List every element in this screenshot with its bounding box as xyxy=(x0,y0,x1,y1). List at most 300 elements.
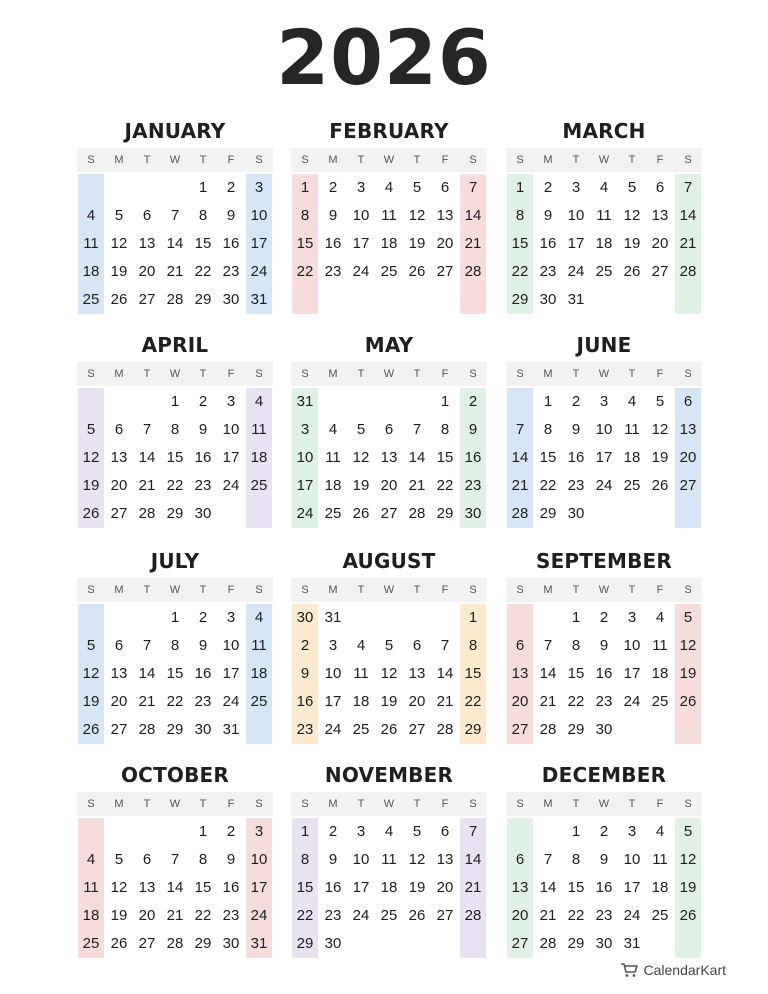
month-october xyxy=(77,760,273,958)
day-cell: 6 xyxy=(114,421,124,438)
day-cell: 12 xyxy=(380,665,398,682)
day-cell: 12 xyxy=(651,421,669,438)
day-cell: 10 xyxy=(291,444,319,472)
day-cell: 21 xyxy=(506,472,534,500)
empty-day-cell xyxy=(646,930,674,958)
day-cell: 6 xyxy=(506,632,534,660)
day-cell: 21 xyxy=(138,477,156,494)
month-december xyxy=(506,760,702,958)
day-cell: 1 xyxy=(291,174,319,202)
day-cell: 17 xyxy=(567,235,585,252)
day-cell: 26 xyxy=(408,263,426,280)
day-cell: 2 xyxy=(328,179,338,196)
day-cell: 24 xyxy=(352,263,370,280)
cart-icon xyxy=(620,962,638,978)
days-grid xyxy=(506,604,702,744)
day-cell: 31 xyxy=(623,935,641,952)
day-cell: 16 xyxy=(595,665,613,682)
day-cell: 6 xyxy=(506,846,534,874)
weekday-label: M xyxy=(114,798,124,810)
day-cell: 1 xyxy=(198,179,208,196)
day-cell: 11 xyxy=(77,230,105,258)
day-cell: 7 xyxy=(506,416,534,444)
weekday-label: S xyxy=(469,154,477,166)
day-cell: 5 xyxy=(114,207,124,224)
day-cell: 22 xyxy=(567,907,585,924)
day-cell: 12 xyxy=(674,846,702,874)
day-cell: 6 xyxy=(142,851,152,868)
day-cell: 13 xyxy=(436,207,454,224)
days-grid xyxy=(77,388,273,528)
day-cell: 4 xyxy=(599,179,609,196)
day-cell: 5 xyxy=(674,604,702,632)
empty-day-cell xyxy=(375,604,403,632)
day-cell: 5 xyxy=(412,823,422,840)
day-cell: 28 xyxy=(539,935,557,952)
day-cell: 15 xyxy=(567,879,585,896)
day-cell: 26 xyxy=(110,935,128,952)
day-cell: 15 xyxy=(166,449,184,466)
day-cell: 28 xyxy=(138,505,156,522)
weekday-label: T xyxy=(143,798,151,810)
weekday-label: T xyxy=(628,584,636,596)
day-cell: 15 xyxy=(459,660,487,688)
day-cell: 13 xyxy=(408,665,426,682)
day-cell: 24 xyxy=(222,477,240,494)
weekday-label: T xyxy=(357,798,365,810)
empty-day-cell xyxy=(217,500,245,528)
day-cell: 16 xyxy=(222,235,240,252)
day-cell: 17 xyxy=(222,665,240,682)
day-cell: 25 xyxy=(245,688,273,716)
day-cell: 10 xyxy=(595,421,613,438)
weekday-label: T xyxy=(199,368,207,380)
day-cell: 24 xyxy=(324,721,342,738)
year-title: 2026 xyxy=(276,13,492,102)
day-cell: 5 xyxy=(384,637,394,654)
day-cell: 10 xyxy=(623,637,641,654)
empty-day-cell xyxy=(347,286,375,314)
day-cell: 29 xyxy=(194,935,212,952)
day-cell: 17 xyxy=(352,879,370,896)
day-cell: 8 xyxy=(506,202,534,230)
day-cell: 10 xyxy=(352,851,370,868)
weekday-label: M xyxy=(543,798,553,810)
day-cell: 2 xyxy=(198,609,208,626)
day-cell: 30 xyxy=(324,935,342,952)
weekday-label: T xyxy=(413,798,421,810)
day-cell: 19 xyxy=(77,688,105,716)
day-cell: 30 xyxy=(194,721,212,738)
day-cell: 6 xyxy=(655,179,665,196)
day-cell: 14 xyxy=(539,665,557,682)
empty-day-cell xyxy=(347,930,375,958)
empty-day-cell xyxy=(674,500,702,528)
day-cell: 25 xyxy=(352,721,370,738)
day-cell: 3 xyxy=(571,179,581,196)
month-name: OCTOBER xyxy=(120,763,230,787)
day-cell: 6 xyxy=(440,179,450,196)
month-november xyxy=(291,760,487,958)
empty-day-cell xyxy=(161,818,189,846)
day-cell: 14 xyxy=(166,235,184,252)
day-cell: 4 xyxy=(384,823,394,840)
day-cell: 15 xyxy=(194,879,212,896)
days-grid xyxy=(291,818,487,958)
day-cell: 20 xyxy=(380,477,398,494)
empty-day-cell xyxy=(674,930,702,958)
weekday-label: M xyxy=(114,368,124,380)
day-cell: 21 xyxy=(436,693,454,710)
weekday-label: M xyxy=(114,154,124,166)
weekday-label: F xyxy=(441,584,449,596)
day-cell: 18 xyxy=(245,444,273,472)
day-cell: 18 xyxy=(380,879,398,896)
day-cell: 27 xyxy=(110,505,128,522)
weekday-label: F xyxy=(227,584,235,596)
day-cell: 14 xyxy=(459,846,487,874)
weekday-label: S xyxy=(301,584,309,596)
day-cell: 4 xyxy=(245,388,273,416)
day-cell: 15 xyxy=(291,230,319,258)
day-cell: 8 xyxy=(291,846,319,874)
day-cell: 24 xyxy=(623,907,641,924)
day-cell: 9 xyxy=(599,851,609,868)
weekday-label: T xyxy=(628,154,636,166)
day-cell: 14 xyxy=(166,879,184,896)
day-cell: 31 xyxy=(222,721,240,738)
day-cell: 5 xyxy=(655,393,665,410)
days-grid xyxy=(291,604,487,744)
day-cell: 29 xyxy=(539,505,557,522)
day-cell: 2 xyxy=(291,632,319,660)
day-cell: 29 xyxy=(436,505,454,522)
day-cell: 23 xyxy=(222,263,240,280)
day-cell: 8 xyxy=(198,851,208,868)
day-cell: 11 xyxy=(245,632,273,660)
day-cell: 17 xyxy=(291,472,319,500)
month-name: JANUARY xyxy=(124,119,226,143)
day-cell: 16 xyxy=(194,665,212,682)
day-cell: 3 xyxy=(226,609,236,626)
day-cell: 8 xyxy=(170,421,180,438)
day-cell: 6 xyxy=(142,207,152,224)
day-cell: 3 xyxy=(226,393,236,410)
day-cell: 15 xyxy=(506,230,534,258)
day-cell: 22 xyxy=(291,258,319,286)
day-cell: 22 xyxy=(567,693,585,710)
day-cell: 12 xyxy=(77,444,105,472)
weekday-label: S xyxy=(684,798,692,810)
day-cell: 19 xyxy=(110,263,128,280)
day-cell: 12 xyxy=(674,632,702,660)
month-january xyxy=(77,116,273,314)
month-name: MAY xyxy=(364,333,414,357)
day-cell: 18 xyxy=(77,258,105,286)
weekday-label: W xyxy=(598,368,610,380)
day-cell: 29 xyxy=(567,935,585,952)
weekday-label: T xyxy=(628,798,636,810)
day-cell: 1 xyxy=(506,174,534,202)
day-cell: 1 xyxy=(170,393,180,410)
day-cell: 8 xyxy=(291,202,319,230)
day-cell: 19 xyxy=(110,907,128,924)
day-cell: 2 xyxy=(599,823,609,840)
weekday-label: M xyxy=(328,584,338,596)
day-cell: 3 xyxy=(245,174,273,202)
day-cell: 11 xyxy=(652,637,668,654)
day-cell: 18 xyxy=(623,449,641,466)
day-cell: 5 xyxy=(627,179,637,196)
day-cell: 22 xyxy=(459,688,487,716)
day-cell: 29 xyxy=(459,716,487,744)
day-cell: 27 xyxy=(506,930,534,958)
empty-day-cell xyxy=(459,930,487,958)
weekday-label: F xyxy=(656,798,664,810)
day-cell: 4 xyxy=(655,823,665,840)
weekday-label: S xyxy=(87,584,95,596)
day-cell: 19 xyxy=(623,235,641,252)
day-cell: 28 xyxy=(166,291,184,308)
month-name: FEBRUARY xyxy=(329,119,449,143)
day-cell: 20 xyxy=(506,688,534,716)
weekday-label: S xyxy=(516,798,524,810)
day-cell: 11 xyxy=(596,207,612,224)
day-cell: 25 xyxy=(651,693,669,710)
day-cell: 19 xyxy=(674,660,702,688)
empty-day-cell xyxy=(506,604,534,632)
empty-day-cell xyxy=(459,286,487,314)
day-cell: 23 xyxy=(567,477,585,494)
weekday-header xyxy=(291,362,487,386)
day-cell: 25 xyxy=(595,263,613,280)
weekday-header xyxy=(291,578,487,602)
day-cell: 29 xyxy=(166,721,184,738)
weekday-label: F xyxy=(656,584,664,596)
month-june xyxy=(506,330,702,528)
day-cell: 25 xyxy=(651,907,669,924)
day-cell: 7 xyxy=(170,207,180,224)
weekday-header xyxy=(77,578,273,602)
day-cell: 15 xyxy=(194,235,212,252)
weekday-label: F xyxy=(227,368,235,380)
day-cell: 22 xyxy=(539,477,557,494)
day-cell: 26 xyxy=(674,688,702,716)
day-cell: 24 xyxy=(222,693,240,710)
day-cell: 20 xyxy=(138,263,156,280)
weekday-label: W xyxy=(169,584,181,596)
day-cell: 6 xyxy=(440,823,450,840)
day-cell: 18 xyxy=(651,665,669,682)
day-cell: 23 xyxy=(291,716,319,744)
weekday-label: M xyxy=(328,368,338,380)
day-cell: 6 xyxy=(384,421,394,438)
day-cell: 16 xyxy=(222,879,240,896)
day-cell: 11 xyxy=(381,851,397,868)
day-cell: 27 xyxy=(674,472,702,500)
weekday-label: S xyxy=(684,368,692,380)
day-cell: 13 xyxy=(110,665,128,682)
day-cell: 21 xyxy=(138,693,156,710)
day-cell: 11 xyxy=(353,665,369,682)
empty-day-cell xyxy=(291,286,319,314)
weekday-label: F xyxy=(441,154,449,166)
day-cell: 26 xyxy=(408,907,426,924)
month-name: AUGUST xyxy=(342,549,436,573)
day-cell: 15 xyxy=(567,665,585,682)
day-cell: 10 xyxy=(222,421,240,438)
empty-day-cell xyxy=(375,930,403,958)
day-cell: 21 xyxy=(408,477,426,494)
weekday-label: T xyxy=(357,154,365,166)
day-cell: 2 xyxy=(571,393,581,410)
day-cell: 13 xyxy=(674,416,702,444)
weekday-label: T xyxy=(572,154,580,166)
empty-day-cell xyxy=(646,286,674,314)
day-cell: 29 xyxy=(166,505,184,522)
day-cell: 14 xyxy=(459,202,487,230)
empty-day-cell xyxy=(403,388,431,416)
weekday-header xyxy=(77,792,273,816)
day-cell: 17 xyxy=(623,665,641,682)
day-cell: 20 xyxy=(110,477,128,494)
empty-day-cell xyxy=(618,716,646,744)
day-cell: 27 xyxy=(380,505,398,522)
day-cell: 5 xyxy=(77,416,105,444)
weekday-label: S xyxy=(255,154,263,166)
day-cell: 24 xyxy=(352,907,370,924)
day-cell: 14 xyxy=(539,879,557,896)
day-cell: 28 xyxy=(408,505,426,522)
empty-day-cell xyxy=(319,286,347,314)
day-cell: 5 xyxy=(674,818,702,846)
day-cell: 9 xyxy=(198,637,208,654)
day-cell: 13 xyxy=(506,874,534,902)
month-name: JULY xyxy=(150,549,200,573)
day-cell: 21 xyxy=(539,693,557,710)
weekday-label: S xyxy=(516,154,524,166)
weekday-label: S xyxy=(255,368,263,380)
weekday-header xyxy=(506,362,702,386)
month-february xyxy=(291,116,487,314)
empty-day-cell xyxy=(77,818,105,846)
empty-day-cell xyxy=(133,818,161,846)
day-cell: 8 xyxy=(170,637,180,654)
day-cell: 10 xyxy=(623,851,641,868)
days-grid xyxy=(77,174,273,314)
weekday-label: F xyxy=(441,798,449,810)
day-cell: 9 xyxy=(328,207,338,224)
weekday-label: S xyxy=(516,584,524,596)
day-cell: 20 xyxy=(651,235,669,252)
day-cell: 6 xyxy=(114,637,124,654)
weekday-label: T xyxy=(143,368,151,380)
weekday-label: M xyxy=(543,154,553,166)
day-cell: 21 xyxy=(166,263,184,280)
day-cell: 28 xyxy=(436,721,454,738)
empty-day-cell xyxy=(161,174,189,202)
month-name: NOVEMBER xyxy=(324,763,454,787)
empty-day-cell xyxy=(403,604,431,632)
day-cell: 3 xyxy=(627,609,637,626)
day-cell: 11 xyxy=(245,416,273,444)
weekday-label: S xyxy=(301,798,309,810)
empty-day-cell xyxy=(105,388,133,416)
day-cell: 25 xyxy=(245,472,273,500)
day-cell: 7 xyxy=(142,421,152,438)
day-cell: 20 xyxy=(436,879,454,896)
day-cell: 29 xyxy=(194,291,212,308)
day-cell: 8 xyxy=(440,421,450,438)
day-cell: 2 xyxy=(459,388,487,416)
empty-day-cell xyxy=(403,286,431,314)
day-cell: 4 xyxy=(245,604,273,632)
day-cell: 4 xyxy=(77,846,105,874)
day-cell: 3 xyxy=(291,416,319,444)
day-cell: 4 xyxy=(384,179,394,196)
day-cell: 14 xyxy=(506,444,534,472)
month-name: SEPTEMBER xyxy=(535,549,673,573)
days-grid xyxy=(506,388,702,528)
month-may xyxy=(291,330,487,528)
day-cell: 11 xyxy=(652,851,668,868)
empty-day-cell xyxy=(618,500,646,528)
day-cell: 13 xyxy=(436,851,454,868)
empty-day-cell xyxy=(133,604,161,632)
day-cell: 20 xyxy=(408,693,426,710)
day-cell: 3 xyxy=(328,637,338,654)
day-cell: 13 xyxy=(110,449,128,466)
day-cell: 3 xyxy=(599,393,609,410)
day-cell: 19 xyxy=(352,477,370,494)
day-cell: 27 xyxy=(138,935,156,952)
empty-day-cell xyxy=(245,716,273,744)
day-cell: 15 xyxy=(291,874,319,902)
day-cell: 9 xyxy=(226,207,236,224)
weekday-label: M xyxy=(328,154,338,166)
day-cell: 2 xyxy=(226,823,236,840)
empty-day-cell xyxy=(77,174,105,202)
empty-day-cell xyxy=(133,174,161,202)
day-cell: 1 xyxy=(571,823,581,840)
day-cell: 4 xyxy=(77,202,105,230)
day-cell: 8 xyxy=(198,207,208,224)
day-cell: 30 xyxy=(459,500,487,528)
day-cell: 16 xyxy=(595,879,613,896)
day-cell: 12 xyxy=(408,851,426,868)
empty-day-cell xyxy=(105,174,133,202)
day-cell: 24 xyxy=(567,263,585,280)
day-cell: 9 xyxy=(291,660,319,688)
day-cell: 19 xyxy=(674,874,702,902)
day-cell: 20 xyxy=(436,235,454,252)
day-cell: 28 xyxy=(459,902,487,930)
day-cell: 12 xyxy=(110,879,128,896)
days-grid xyxy=(291,174,487,314)
empty-day-cell xyxy=(618,286,646,314)
day-cell: 23 xyxy=(324,907,342,924)
day-cell: 19 xyxy=(77,472,105,500)
weekday-label: F xyxy=(227,798,235,810)
empty-day-cell xyxy=(506,388,534,416)
day-cell: 16 xyxy=(567,449,585,466)
day-cell: 1 xyxy=(440,393,450,410)
day-cell: 24 xyxy=(623,693,641,710)
day-cell: 12 xyxy=(110,235,128,252)
weekday-label: W xyxy=(598,584,610,596)
month-july xyxy=(77,546,273,744)
day-cell: 19 xyxy=(651,449,669,466)
